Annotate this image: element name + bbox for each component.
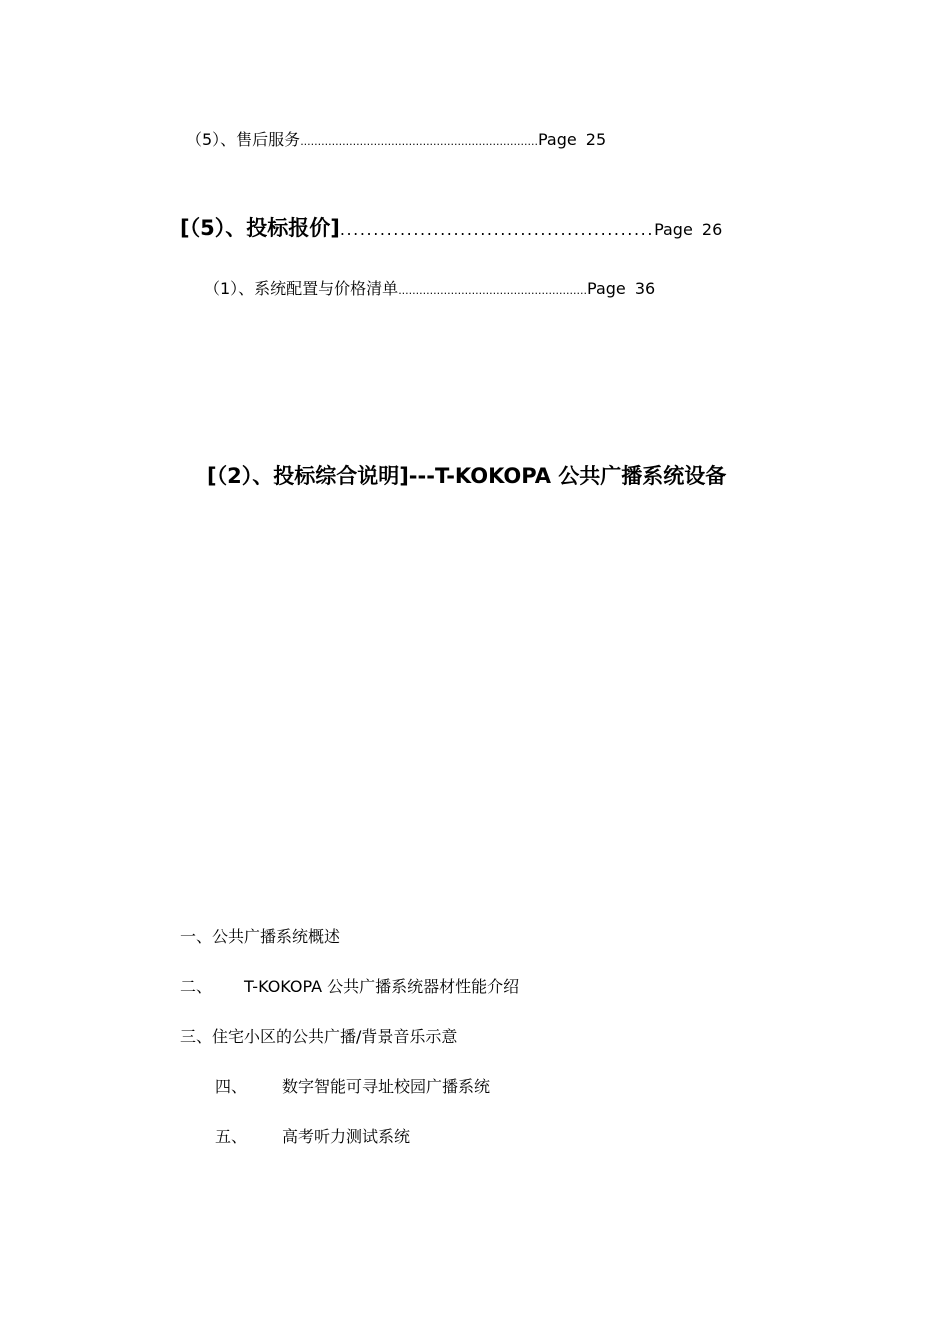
outline-item-4 [215, 1074, 490, 1097]
outline-item-number: 四、 [215, 1077, 248, 1096]
outline-item-text: 高考听力测试系统 [282, 1127, 411, 1146]
outline-item-number: 五、 [215, 1127, 248, 1146]
outline-item-5 [215, 1124, 410, 1147]
toc-entry-title: [（5）、投标报价] [180, 216, 340, 240]
toc-entry-bid-quotation[interactable] [180, 212, 722, 242]
outline-item-3 [180, 1024, 457, 1047]
outline-item-text: 数字智能可寻址校园广播系统 [282, 1077, 491, 1096]
section-heading: [（2）、投标综合说明]---T-KOKOPA 公共广播系统设备 [207, 464, 727, 488]
toc-entry-after-sales[interactable] [186, 127, 606, 150]
toc-leader-dots: .................................................................... [300, 135, 538, 148]
toc-leader-dots: ...................................................... [398, 284, 588, 297]
outline-item-text: T-KOKOPA 公共广播系统器材性能介绍 [244, 977, 520, 996]
toc-entry-config-price-list[interactable] [204, 276, 655, 299]
toc-page-number: Page 26 [654, 220, 723, 239]
outline-item-text: 住宅小区的公共广播/背景音乐示意 [212, 1027, 458, 1046]
toc-leader-dots: ............................................... [339, 220, 655, 239]
outline-item-number: 二、 [180, 977, 213, 996]
toc-page-number: Page 25 [537, 130, 607, 149]
outline-item-number: 三、 [180, 1027, 213, 1046]
outline-item-1 [180, 924, 340, 947]
outline-item-2 [180, 974, 519, 997]
toc-entry-title: （5）、售后服务 [186, 130, 301, 149]
outline-item-number: 一、 [180, 927, 213, 946]
toc-entry-title: （1）、系统配置与价格清单 [204, 279, 399, 298]
outline-item-text: 公共广播系统概述 [212, 927, 341, 946]
toc-page-number: Page 36 [587, 279, 656, 298]
